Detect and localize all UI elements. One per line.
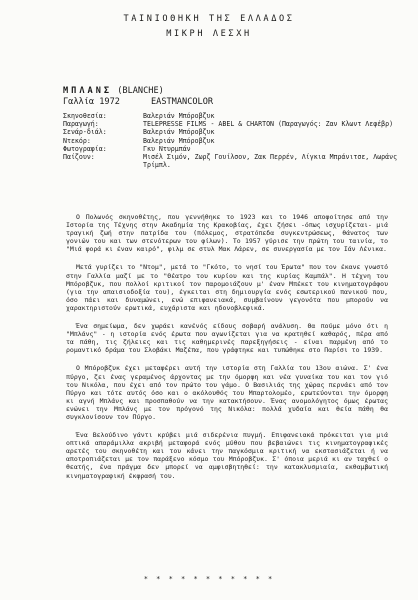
credit-label: Σενάρ-διάλ:	[63, 128, 107, 137]
footer-stars: * * * * * * * * * * *	[143, 575, 275, 583]
credit-value: TELEPRESSE FILMS - ABEL & CHARTON (Παραγωγός: Ζαν Κλωντ Λεφέβρ)	[143, 120, 394, 129]
credit-label: Φωτογραφία:	[63, 144, 107, 153]
body-text	[66, 213, 388, 490]
film-title-block	[63, 86, 213, 108]
film-year: 1972	[99, 97, 120, 107]
film-title-line	[63, 86, 213, 97]
credits-list	[63, 112, 408, 169]
credit-label: Παραγωγή:	[63, 120, 99, 129]
paragraph: Ένα σημείωμα, δεν χωράει κανένός είδους σοβαρή ανάλυση. Θα πούμε μόνο ότι η "Μπλάνς" - η ιστορία ενός έρωτα που αγωνίζεται για να κρατηθεί καθαρός, πέρα από τα πάθη, τις ζήλειες και τις καθημερινές παρεξηγήσεις - είναι παρμένη από το ρομαντικό δράμα του Σλοβάκι Μαζέπα, που γράφτηκε και τυπώθηκε στο Παρίσι το 1939.	[66, 322, 388, 355]
paragraph: Μετά γυρίζει το "Ντομ", μετά το "Γκότο, το νησί του Έρωτα" που τον έκανε γνωστό στην Γαλλία μαζί με το "Θέατρο του κυρίου και της κυρίας Καμπάλ". Η τέχνη του Μπόροβζυκ, που πολλοί κριτικοί τον παρομοιάζουν μ' έναν Μπέκετ του κινηματογράφου (για την απαισιοδοξία του), έγκειται στη δημιουργία ενός εσωτερικού πανικού που, όσο πάει και δυναμώνει, ενώ επιφανειακά, συμβαίνουν γεγονότα που μπορούν να χαρακτηριστούν ερωτικά, ευχάριστα και ηδονοβλεφικά.	[66, 263, 388, 312]
paragraph: Ο Πολωνός σκηνοθέτης, που γεννήθηκε το 1923 και το 1946 αποφοίτησε από την Ιστορία της Τέχνης στην Ακαδημία της Κρακοβίας, έχει ζήσει -όπως ισχυρίζεται- μιά τραγική ζωή στην πατρίδα του (πόλεμος, στρατόπεδα συγκεντρώσεως, θάνατος των γονιών του και των στενότερων του φίλων). Το 1957 γύρισε την πρώτη του ταινία, το "Μιά φορά κι έναν καιρό", φιλμ σε στυλ Μακ Λάρεν, σε συνεργασία με τον Ιάν Λένικα.	[66, 213, 388, 254]
credit-label: Παίζουν:	[63, 153, 95, 162]
organization-subtitle: ΜΙΚΡΗ ΛΕΣΧΗ	[166, 29, 252, 39]
film-format: EASTMANCOLOR	[150, 97, 214, 107]
credit-value: Μισέλ Σιμόν, Ζωρζ Γουίλσον, Ζακ Περρέν, Λίγκια Μπράνιτσε, Λωράνς Τρίμπλ.	[143, 153, 398, 170]
film-original-title: (BLANCHE)	[117, 86, 164, 96]
credit-row	[63, 145, 408, 153]
credit-row	[63, 137, 408, 145]
film-country: Γαλλία	[63, 97, 95, 107]
organization-name: ΤΑΙΝΙΟΘΗΚΗ ΤΗΣ ΕΛΛΑΔΟΣ	[123, 14, 295, 24]
film-title: ΜΠΛΑΝΣ	[63, 86, 113, 96]
paragraph: Ένα Βελούδινο γάντι κρύβει μιά σιδερένια πυγμή. Επιφανειακά πρόκειται για μιά οπτικά απαράμιλλα ακριβή μεταφορά ενός μύθου που βεβαιώνει τις κινηματογραφικές αρετές του σκηνοθέτη και του κάνει την παγκόσμια κριτική να εκστασιάζεται ή να αποτροπιάζεται με τον παράξενο κόσμο του Μπόροβζυκ. Σ' όποια μεριά κι αν ταχθεί ο θεατής, ένα πράγμα δεν μπορεί να αμφισβητηθεί: την κατακλυσμιαία, εκθαμβωτική κινηματογραφική έκφρασή του.	[66, 431, 388, 480]
credit-row	[63, 128, 408, 136]
film-info-line	[63, 97, 213, 108]
credit-label: Σκηνοθεσία:	[63, 112, 107, 120]
credit-value: Γκυ Ντυρμπάν	[143, 144, 191, 153]
credit-value: Βαλεριάν Μπόροβζυκ	[143, 136, 215, 145]
credit-row	[63, 120, 408, 128]
credit-row	[63, 153, 408, 169]
credit-value: Βαλεριάν Μπόροβζυκ	[143, 128, 215, 137]
credit-value: Βαλεριάν Μπόροβζυκ	[143, 112, 215, 120]
paragraph: Ο Μπόροβζυκ έχει μεταφέρει αυτή την ιστορία στη Γαλλία του 13ου αιώνα. Σ' ένα πύργο, ζει ένας γεραμένος άρχοντας με την όμορφη και νέα γυναίκα του και τον γιό του Νικόλα, που έχει από τον πρώτο του γάμο. Ο Βασιλιάς της χώρας περνάει από τον Πύργο και τότε αυτός όσο και ο ακόλουθός του Μπαρτολομέο, ερωτεύονται την όμορφη κι αγνή Μπλάνς και προσπαθούν να την κατακτήσουν. Ένας ανομολόγητος όμως έρωτας ενώνει την Μπλάνς με τον πρόγονό της Νικόλα: πολλά χυδαία και θεία πάθη θα συγκλονίσουν τον Πύργο.	[66, 364, 388, 421]
credit-row	[63, 112, 408, 120]
header	[0, 12, 418, 42]
credit-label: Ντεκόρ:	[63, 136, 91, 145]
